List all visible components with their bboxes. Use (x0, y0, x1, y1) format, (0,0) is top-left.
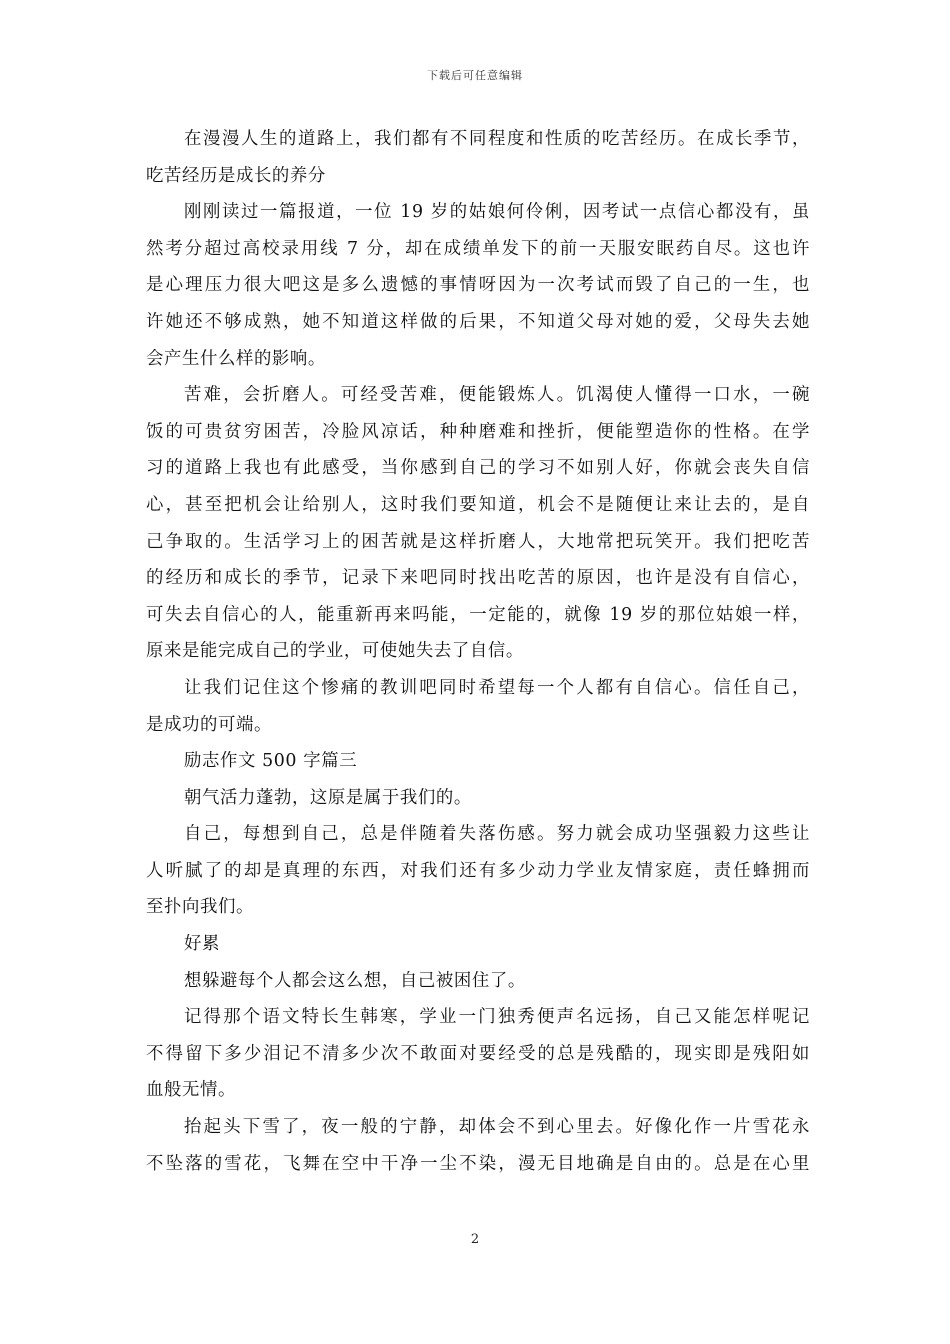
text-line: 自己，每想到自己，总是伴随着失落伤感。努力就会成功坚强毅力这些让 (184, 824, 810, 845)
text-line: 朝气活力蓬勃，这原是属于我们的。 (184, 787, 472, 808)
text-line: 原来是能完成自己的学业，可使她失去了自信。 (146, 641, 524, 662)
text-line: 苦难，会折磨人。可经受苦难，便能锻炼人。饥渴使人懂得一口水，一碗 (184, 385, 810, 406)
text-line: 好累 (184, 934, 220, 955)
text-line: 然考分超过高校录用线 7 分，却在成绩单发下的前一天服安眠药自尽。这也许 (146, 238, 810, 259)
text-line: 记得那个语文特长生韩寒，学业一门独秀便声名远扬，自己又能怎样呢记 (184, 1007, 810, 1028)
document-body (146, 121, 810, 1182)
text-line: 许她还不够成熟，她不知道这样做的后果，不知道父母对她的爱，父母失去她 (146, 311, 810, 332)
text-line: 习的道路上我也有此感受，当你感到自己的学习不如别人好，你就会丧失自信 (146, 458, 810, 479)
text-line: 在漫漫人生的道路上，我们都有不同程度和性质的吃苦经历。在成长季节， (184, 129, 810, 149)
text-line: 不坠落的雪花，飞舞在空中干净一尘不染，漫无目地确是自由的。总是在心里 (146, 1153, 810, 1174)
text-line: 励志作文 500 字篇三 (184, 751, 358, 772)
text-line: 抬起头下雪了，夜一般的宁静，却体会不到心里去。好像化作一片雪花永 (184, 1117, 810, 1138)
text-line: 不得留下多少泪记不清多少次不敢面对要经受的总是残酷的，现实即是残阳如 (146, 1043, 810, 1064)
text-line: 可失去自信心的人，能重新再来吗能，一定能的，就像 19 岁的那位姑娘一样， (146, 604, 810, 625)
text-line: 人听腻了的却是真理的东西，对我们还有多少动力学业友情家庭，责任蜂拥而 (146, 860, 810, 881)
page-header: 下载后可任意编辑 (427, 69, 523, 82)
page-number: 2 (470, 1232, 480, 1247)
text-line: 让我们记住这个惨痛的教训吧同时希望每一个人都有自信心。信任自己， (184, 677, 810, 698)
text-line: 是心理压力很大吧这是多么遗憾的事情呀因为一次考试而毁了自己的一生，也 (146, 275, 810, 296)
text-line: 刚刚读过一篇报道，一位 19 岁的姑娘何伶俐，因考试一点信心都没有，虽 (184, 202, 810, 223)
text-line: 心，甚至把机会让给别人，这时我们要知道，机会不是随便让来让去的，是自 (146, 494, 810, 515)
text-line: 饭的可贵贫穷困苦，冷脸风凉话，种种磨难和挫折，便能塑造你的性格。在学 (146, 421, 810, 442)
text-line: 己争取的。生活学习上的困苦就是这样折磨人，大地常把玩笑开。我们把吃苦 (146, 531, 810, 552)
text-line: 至扑向我们。 (146, 897, 254, 918)
text-line: 会产生什么样的影响。 (146, 348, 326, 369)
text-line: 血般无情。 (146, 1080, 236, 1101)
text-line: 的经历和成长的季节，记录下来吧同时找出吃苦的原因，也许是没有自信心， (146, 568, 810, 589)
text-line: 想躲避每个人都会这么想，自己被困住了。 (184, 970, 526, 991)
text-line: 是成功的可端。 (146, 714, 272, 735)
text-line: 吃苦经历是成长的养分 (146, 165, 326, 186)
